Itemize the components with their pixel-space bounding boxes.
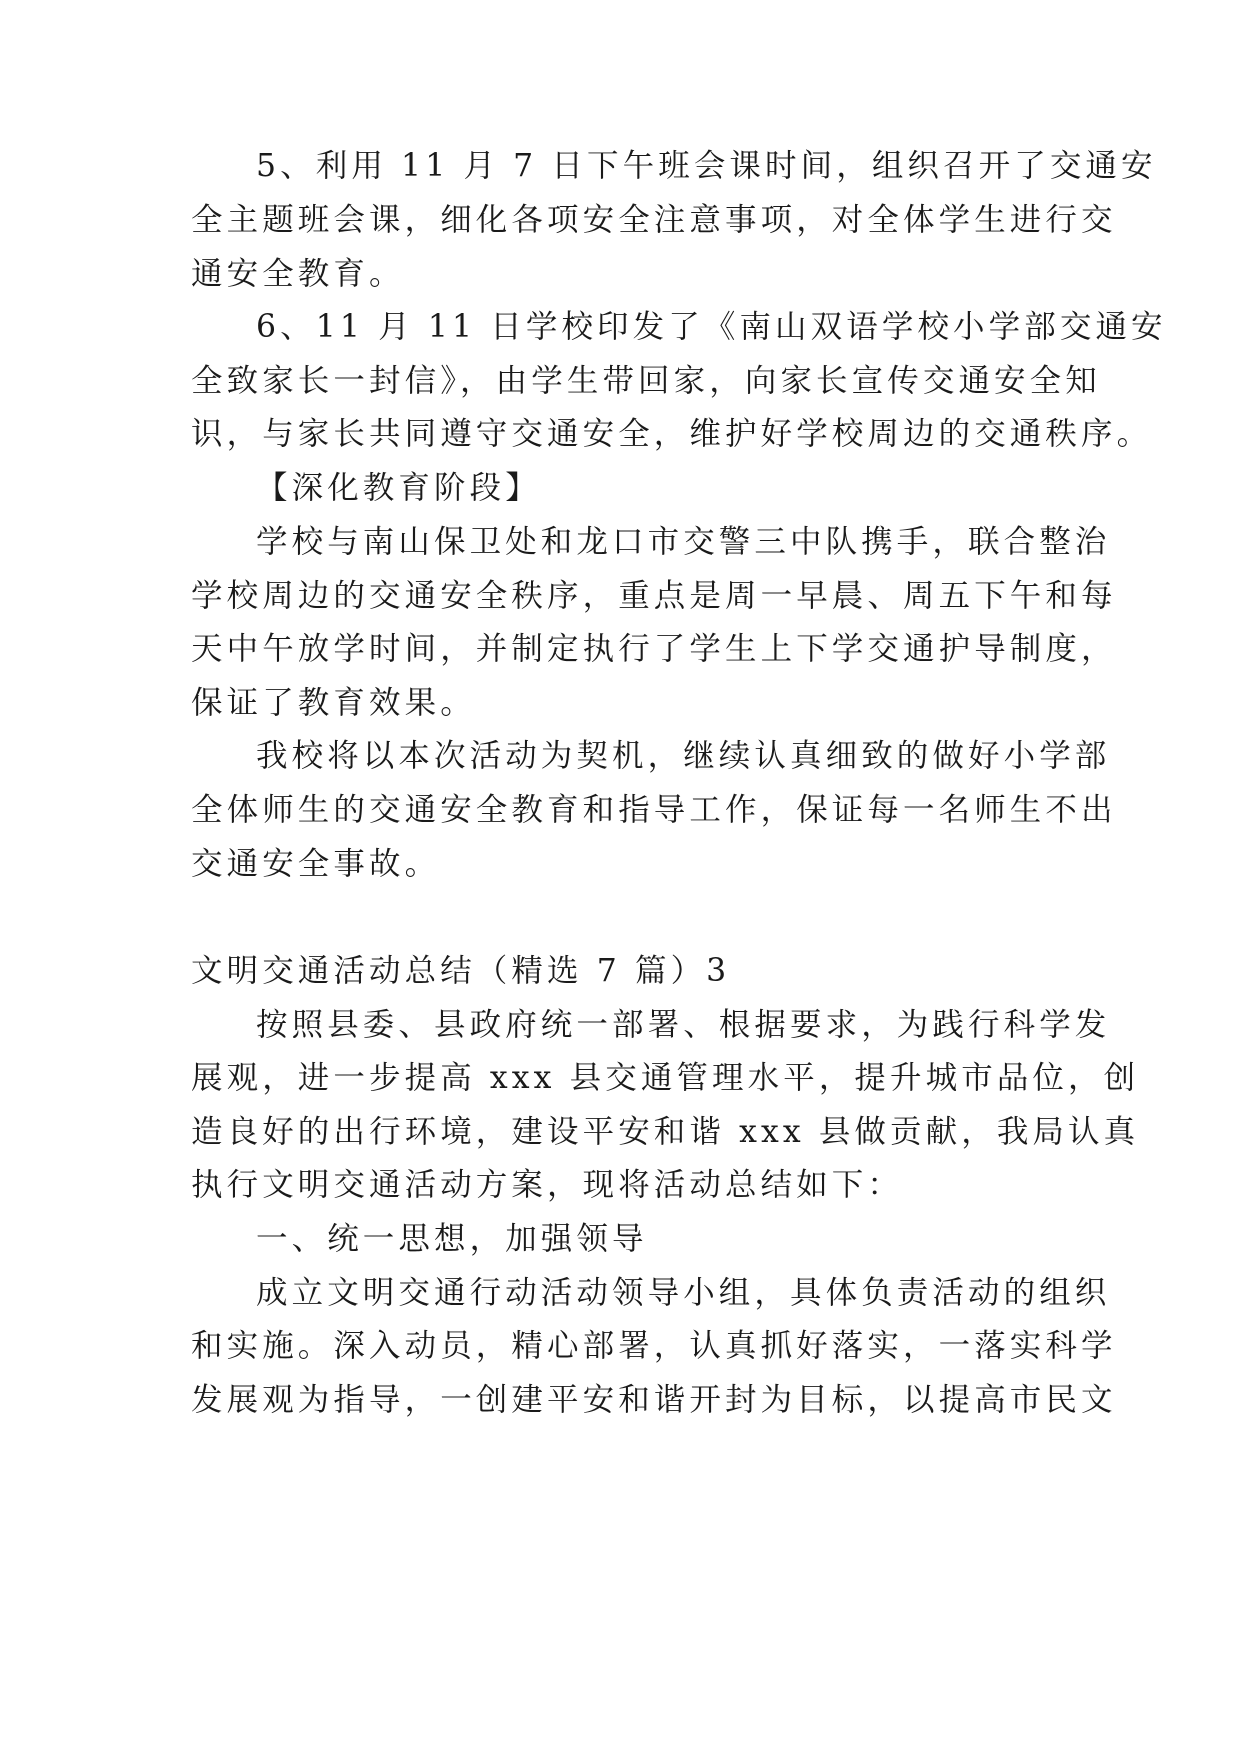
paragraph-line: 识，与家长共同遵守交通安全，维护好学校周边的交通秩序。 [191,416,1153,452]
paragraph-line: 通安全教育。 [191,256,405,292]
paragraph-line: 执行文明交通活动方案，现将活动总结如下： [191,1167,904,1203]
paragraph-line: 学校周边的交通安全秩序，重点是周一早晨、周五下午和每 [191,578,1117,614]
paragraph-line: 6、11 月 11 日学校印发了《南山双语学校小学部交通安 [256,309,1167,345]
paragraph-line: 全主题班会课，细化各项安全注意事项，对全体学生进行交 [191,202,1117,238]
subsection-heading: 一、统一思想，加强领导 [256,1221,648,1257]
paragraph-line: 造良好的出行环境，建设平安和谐 xxx 县做贡献，我局认真 [191,1114,1140,1150]
paragraph-line: 和实施。深入动员，精心部署，认真抓好落实，一落实科学 [191,1328,1117,1364]
paragraph-line: 按照县委、县政府统一部署、根据要求，为践行科学发 [256,1007,1111,1043]
paragraph-line: 学校与南山保卫处和龙口市交警三中队携手，联合整治 [256,524,1111,560]
paragraph-line: 成立文明交通行动活动领导小组，具体负责活动的组织 [256,1275,1111,1311]
paragraph-line: 全体师生的交通安全教育和指导工作，保证每一名师生不出 [191,792,1117,828]
paragraph-line: 展观，进一步提高 xxx 县交通管理水平，提升城市品位，创 [191,1060,1140,1096]
stage-heading: 【深化教育阶段】 [256,470,541,506]
paragraph-line: 保证了教育效果。 [191,685,476,721]
paragraph-line: 发展观为指导，一创建平安和谐开封为目标，以提高市民文 [191,1382,1117,1418]
paragraph-line: 天中午放学时间，并制定执行了学生上下学交通护导制度， [191,631,1117,667]
paragraph-line: 交通安全事故。 [191,846,441,882]
paragraph-line: 全致家长一封信》，由学生带回家，向家长宣传交通安全知 [191,363,1101,399]
paragraph-line: 5、利用 11 月 7 日下午班会课时间，组织召开了交通安 [256,148,1157,184]
paragraph-line: 我校将以本次活动为契机，继续认真细致的做好小学部 [256,738,1111,774]
section-title: 文明交通活动总结（精选 7 篇）3 [191,953,731,989]
